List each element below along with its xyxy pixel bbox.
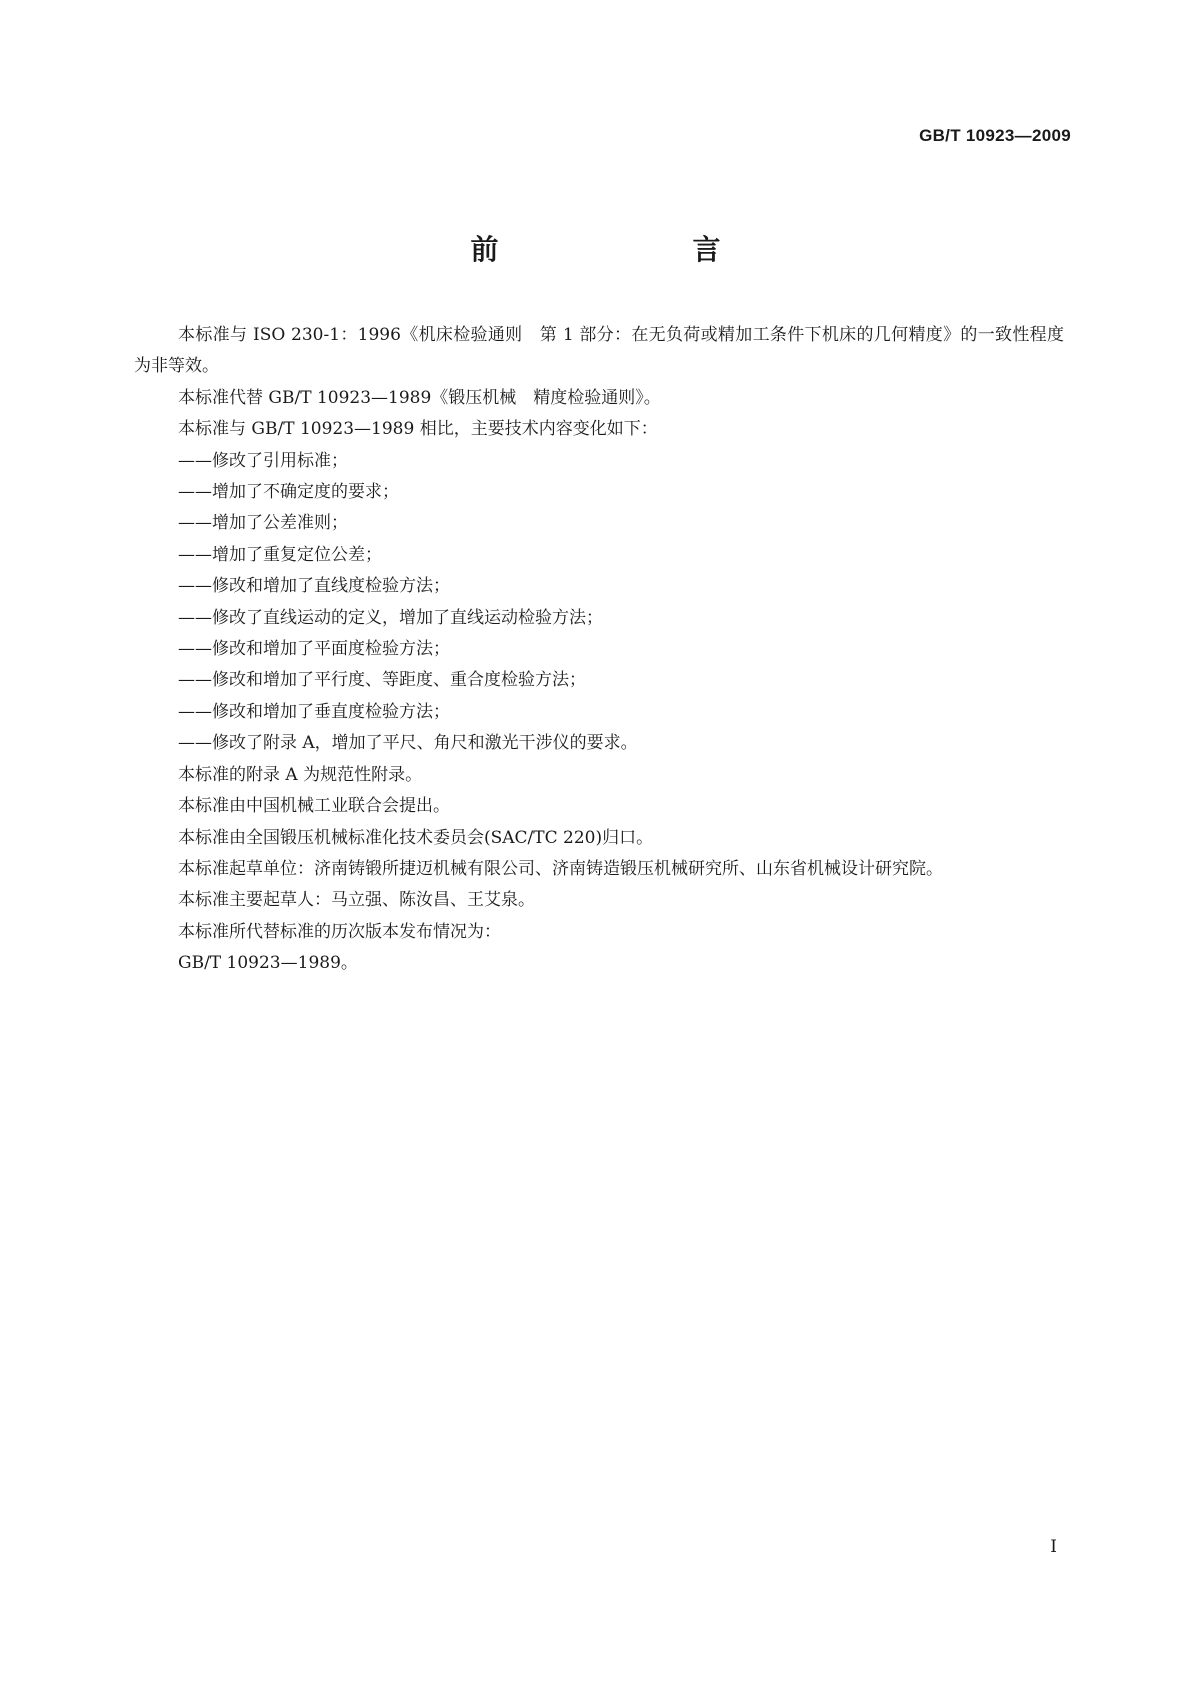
list-item-change: ——修改了引用标准；	[178, 450, 348, 471]
paragraph-drafters: 本标准主要起草人：马立强、陈汝昌、王艾泉。	[178, 890, 535, 911]
list-item-change: ——增加了重复定位公差；	[178, 544, 382, 565]
paragraph-committee: 本标准由全国锻压机械标准化技术委员会(SAC/TC 220)归口。	[178, 827, 654, 848]
paragraph-proposer: 本标准由中国机械工业联合会提出。	[178, 796, 450, 817]
paragraph-history-intro: 本标准所代替标准的历次版本发布情况为：	[178, 921, 501, 942]
list-item-change: ——增加了不确定度的要求；	[178, 482, 399, 503]
standard-code: GB/T 10923—2009	[919, 126, 1071, 145]
list-item-change: ——修改和增加了平行度、等距度、重合度检验方法；	[178, 670, 586, 691]
paragraph-changes-intro: 本标准与 GB/T 10923—1989 相比，主要技术内容变化如下：	[178, 419, 658, 440]
document-body	[134, 320, 1064, 980]
list-item-change: ——修改和增加了直线度检验方法；	[178, 576, 450, 597]
list-item-change: ——修改了直线运动的定义，增加了直线运动检验方法；	[178, 607, 603, 628]
paragraph-history-version: GB/T 10923—1989。	[178, 953, 358, 974]
list-item-change: ——修改和增加了垂直度检验方法；	[178, 701, 450, 722]
page-title: 前 言	[470, 233, 767, 266]
paragraph-drafting-units: 本标准起草单位：济南铸锻所捷迈机械有限公司、济南铸造锻压机械研究所、山东省机械设计研究院。	[178, 858, 943, 879]
page-number: Ⅰ	[1050, 1537, 1057, 1557]
list-item-change: ——修改和增加了平面度检验方法；	[178, 639, 450, 660]
paragraph-conformity: 本标准与 ISO 230-1：1996《机床检验通则 第 1 部分：在无负荷或精加工条件下机床的几何精度》的一致性程度为非等效。	[134, 325, 1064, 377]
paragraph-appendix: 本标准的附录 A 为规范性附录。	[178, 764, 423, 785]
paragraph-replaces: 本标准代替 GB/T 10923—1989《锻压机械 精度检验通则》。	[178, 387, 661, 408]
list-item-change: ——修改了附录 A，增加了平尺、角尺和激光干涉仪的要求。	[178, 733, 638, 754]
list-item-change: ——增加了公差准则；	[178, 513, 348, 534]
